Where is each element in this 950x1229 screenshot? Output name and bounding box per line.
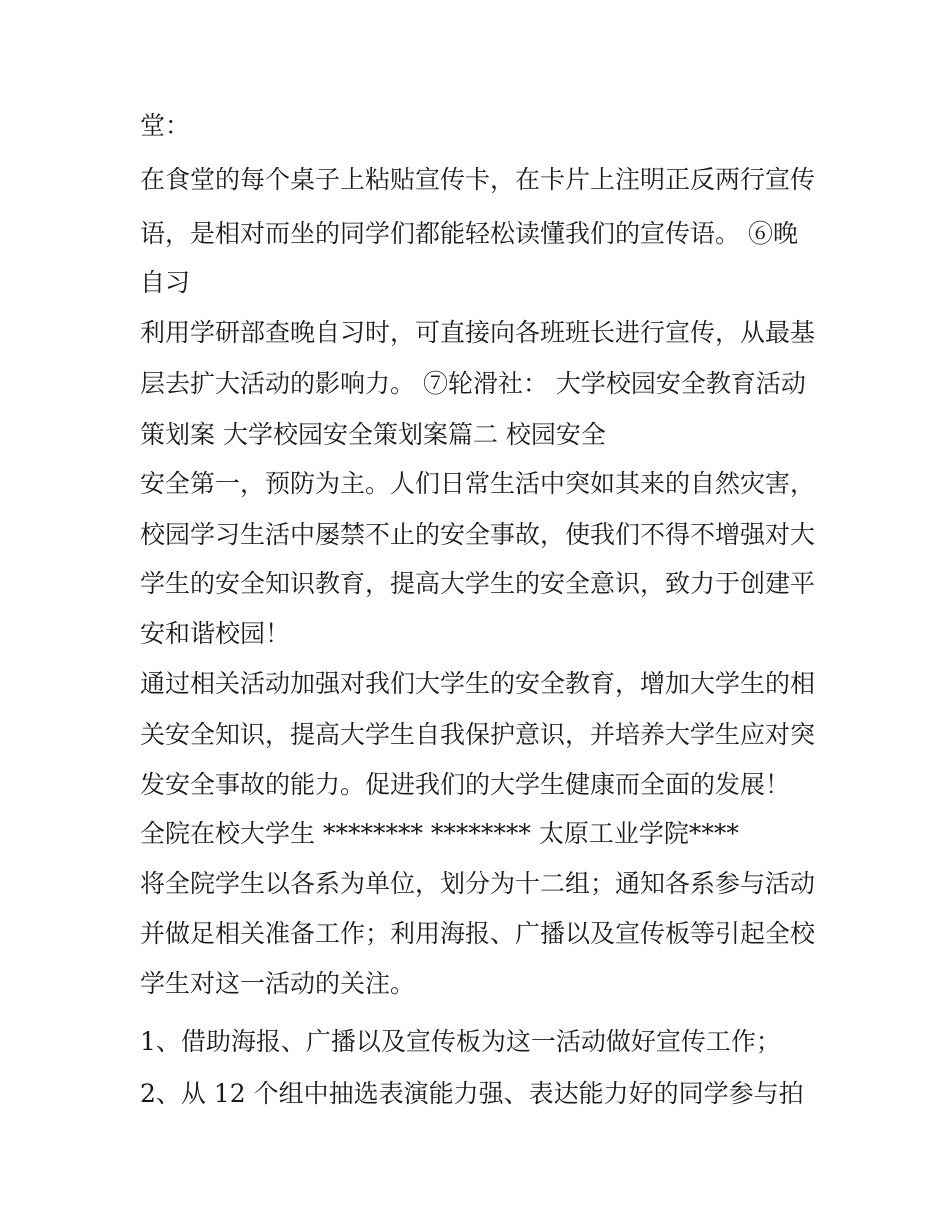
text-line: 2、从 12 个组中抽选表演能力强、表达能力好的同学参与拍 [140,1079,804,1108]
text-line: 学生的安全知识教育，提高大学生的安全意识，致力于创建平 [140,569,816,598]
text-line: 堂： [140,111,191,140]
text-line: 全院在校大学生 ******** ******** 太原工业学院**** [140,819,739,848]
text-line: 自习 [140,268,191,297]
text-line: 校园学习生活中屡禁不止的安全事故，使我们不得不增强对大 [140,520,816,549]
text-line: 安和谐校园！ [140,619,291,648]
text-line: 策划案 大学校园安全策划案篇二 校园安全 [140,420,606,449]
text-line: 利用学研部查晚自习时，可直接向各班班长进行宣传，从最基 [140,318,816,347]
text-line: 通过相关活动加强对我们大学生的安全教育，增加大学生的相 [140,669,816,698]
text-line: 语，是相对而坐的同学们都能轻松读懂我们的宣传语。 ⑥晚 [140,219,798,248]
text-line: 层去扩大活动的影响力。 ⑦轮滑社： 大学校园安全教育活动 [140,369,806,398]
text-line: 1、借助海报、广播以及宣传板为这一活动做好宣传工作； [140,1027,781,1056]
text-line: 并做足相关准备工作；利用海报、广播以及宣传板等引起全校 [140,919,816,948]
text-line: 在食堂的每个桌子上粘贴宣传卡，在卡片上注明正反两行宣传 [140,165,816,194]
text-line: 安全第一，预防为主。人们日常生活中突如其来的自然灾害， [140,469,816,498]
text-line: 学生对这一活动的关注。 [140,969,416,998]
text-line: 将全院学生以各系为单位，划分为十二组；通知各系参与活动 [140,869,816,898]
text-line: 关安全知识，提高大学生自我保护意识，并培养大学生应对突 [140,720,816,749]
text-line: 发安全事故的能力。促进我们的大学生健康而全面的发展！ [140,770,791,799]
